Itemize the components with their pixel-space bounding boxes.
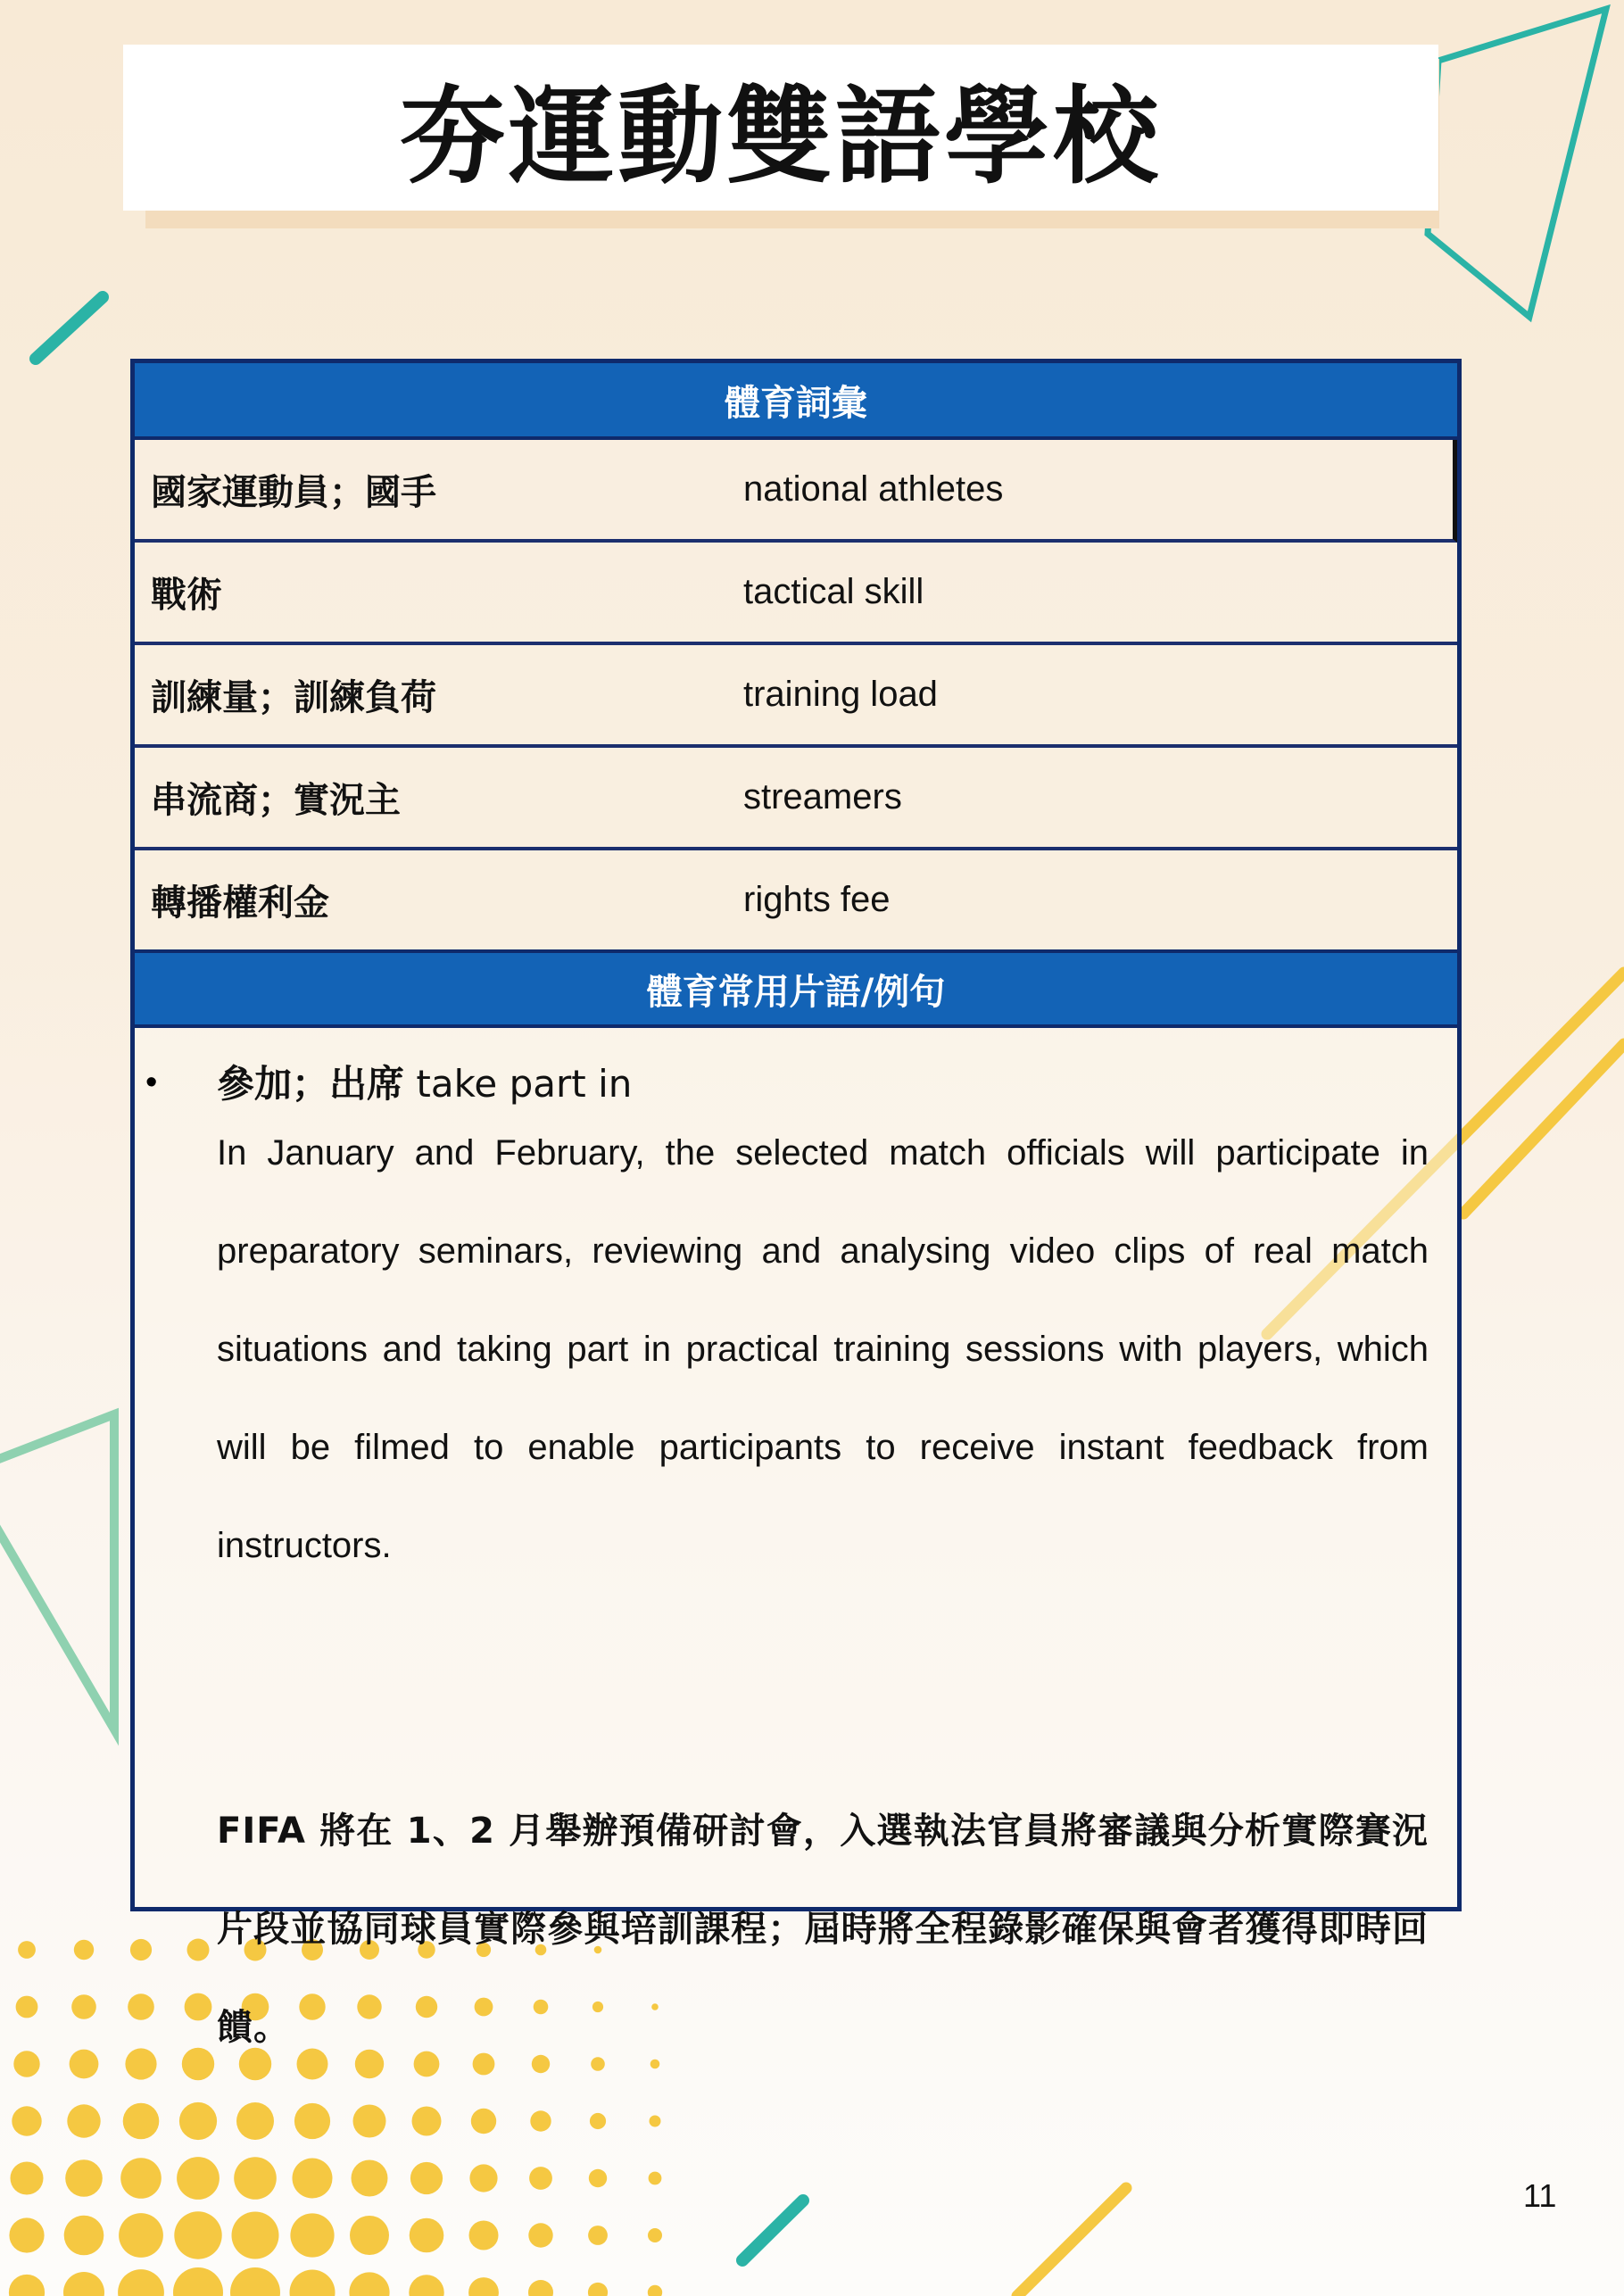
halftone-dot (528, 2280, 553, 2296)
halftone-dot (177, 2157, 220, 2200)
halftone-dot (71, 1994, 96, 2019)
halftone-dot (410, 2218, 444, 2253)
halftone-dot (353, 2105, 386, 2138)
halftone-dot (352, 2160, 388, 2197)
example-sentence-en: In January and February, the selected match officials will participate in preparatory seminars, reviewing and analysing video clips of real match situations and taking part in practical training sessions with players, which will be filmed to enable participants to receive instant feedback from instructors. (217, 1133, 1429, 1565)
example-sentence-zh: FIFA 將在 1、2 月舉辦預備研討會，入選執法官員將審議與分析實際賽況片段並協同球員實際參與培訓課程；屆時將全程錄影確保與會者獲得即時回饋。 (217, 1811, 1429, 2048)
halftone-dot (529, 2167, 552, 2190)
halftone-dot (412, 2107, 442, 2136)
halftone-dot (16, 1996, 38, 2018)
halftone-dot (530, 2110, 551, 2131)
title-banner (123, 45, 1438, 211)
vocab-term-zh: 戰術 (151, 575, 222, 616)
vocab-term-zh: 串流商；實況主 (151, 780, 401, 821)
page-number: 11 (1523, 2177, 1557, 2214)
halftone-dot (349, 2272, 389, 2296)
halftone-dot (74, 1940, 94, 1960)
vocab-term-zh: 訓練量；訓練負荷 (151, 677, 436, 718)
halftone-dot (64, 2216, 104, 2256)
halftone-dot (588, 2283, 608, 2296)
halftone-dot (118, 2269, 164, 2296)
vocab-term-en: rights fee (743, 880, 891, 919)
halftone-dot (179, 2102, 217, 2140)
bullet-icon: • (145, 1064, 158, 1101)
halftone-dot (9, 2275, 45, 2296)
halftone-dot (18, 1941, 36, 1959)
phrase-section (135, 1028, 1457, 2048)
halftone-dot (119, 2213, 163, 2258)
halftone-dot (293, 2159, 333, 2199)
halftone-dot (65, 2159, 103, 2197)
halftone-dot (123, 2103, 160, 2140)
teal-dash-bottom (742, 2201, 803, 2260)
halftone-dot (350, 2216, 389, 2255)
vocab-term-zh: 國家運動員；國手 (151, 472, 436, 513)
halftone-dot (236, 2102, 274, 2140)
halftone-dot (185, 1993, 212, 2021)
vocab-row (135, 748, 1457, 850)
vocab-term-en: streamers (743, 777, 902, 816)
halftone-dot (469, 2221, 499, 2250)
phrase-zh: 參加；出席 (217, 1062, 405, 1106)
vocab-term-en: national athletes (743, 469, 1004, 509)
teal-triangle-outline (1428, 9, 1606, 317)
vocab-header-label: 體育詞彙 (725, 382, 867, 424)
halftone-dot (187, 1939, 210, 1961)
halftone-dot (290, 2270, 336, 2296)
halftone-dot (589, 2169, 607, 2187)
halftone-dot (128, 1993, 154, 2020)
halftone-dot (234, 2157, 277, 2200)
halftone-dot (649, 2172, 662, 2185)
page-title: 夯運動雙語學校 (399, 75, 1162, 198)
vocab-row (135, 645, 1457, 748)
vocab-row (135, 850, 1457, 949)
vocab-term-zh: 轉播權利金 (151, 883, 329, 924)
halftone-dot (648, 2228, 662, 2242)
halftone-dot (130, 1939, 152, 1960)
halftone-dot (63, 2272, 104, 2296)
vocabulary-table (130, 359, 1462, 2048)
halftone-dot (67, 2104, 100, 2137)
vocab-row (135, 440, 1457, 543)
halftone-dot (410, 2162, 443, 2194)
halftone-dot (120, 2158, 162, 2199)
teal-dash-top-left (36, 297, 103, 359)
yellow-dash-bottom (1017, 2188, 1126, 2296)
vocab-header (135, 363, 1457, 440)
halftone-dot (650, 2116, 661, 2127)
phrase-header (135, 949, 1457, 1028)
vocab-term-en: training load (743, 675, 938, 714)
halftone-dot (648, 2285, 662, 2296)
halftone-dot (294, 2103, 330, 2139)
halftone-dot (290, 2213, 334, 2257)
halftone-dot (469, 2164, 497, 2192)
yellow-line-2 (1463, 1044, 1624, 1214)
phrase-heading (217, 1055, 632, 1108)
halftone-dot (12, 2106, 41, 2135)
halftone-dot (232, 2212, 279, 2259)
halftone-dot (471, 2109, 496, 2134)
halftone-dot (468, 2277, 499, 2296)
vocab-term-en: tactical skill (743, 572, 924, 611)
mint-triangle-outline (0, 1414, 114, 1729)
halftone-dot (174, 2211, 221, 2259)
halftone-dot (409, 2275, 443, 2296)
halftone-dot (588, 2226, 608, 2245)
halftone-dot (70, 2050, 99, 2079)
phrase-header-label: 體育常用片語/例句 (646, 971, 946, 1013)
phrase-en: take part in (416, 1062, 633, 1106)
halftone-dot (528, 2223, 552, 2247)
halftone-dot (173, 2267, 223, 2296)
halftone-dot (230, 2267, 280, 2296)
halftone-dot (11, 2162, 44, 2195)
halftone-dot (125, 2048, 156, 2079)
halftone-dot (590, 2113, 606, 2129)
vocab-row (135, 543, 1457, 645)
halftone-dot (9, 2217, 44, 2252)
halftone-dot (13, 2051, 39, 2076)
halftone-dot (182, 2048, 214, 2080)
